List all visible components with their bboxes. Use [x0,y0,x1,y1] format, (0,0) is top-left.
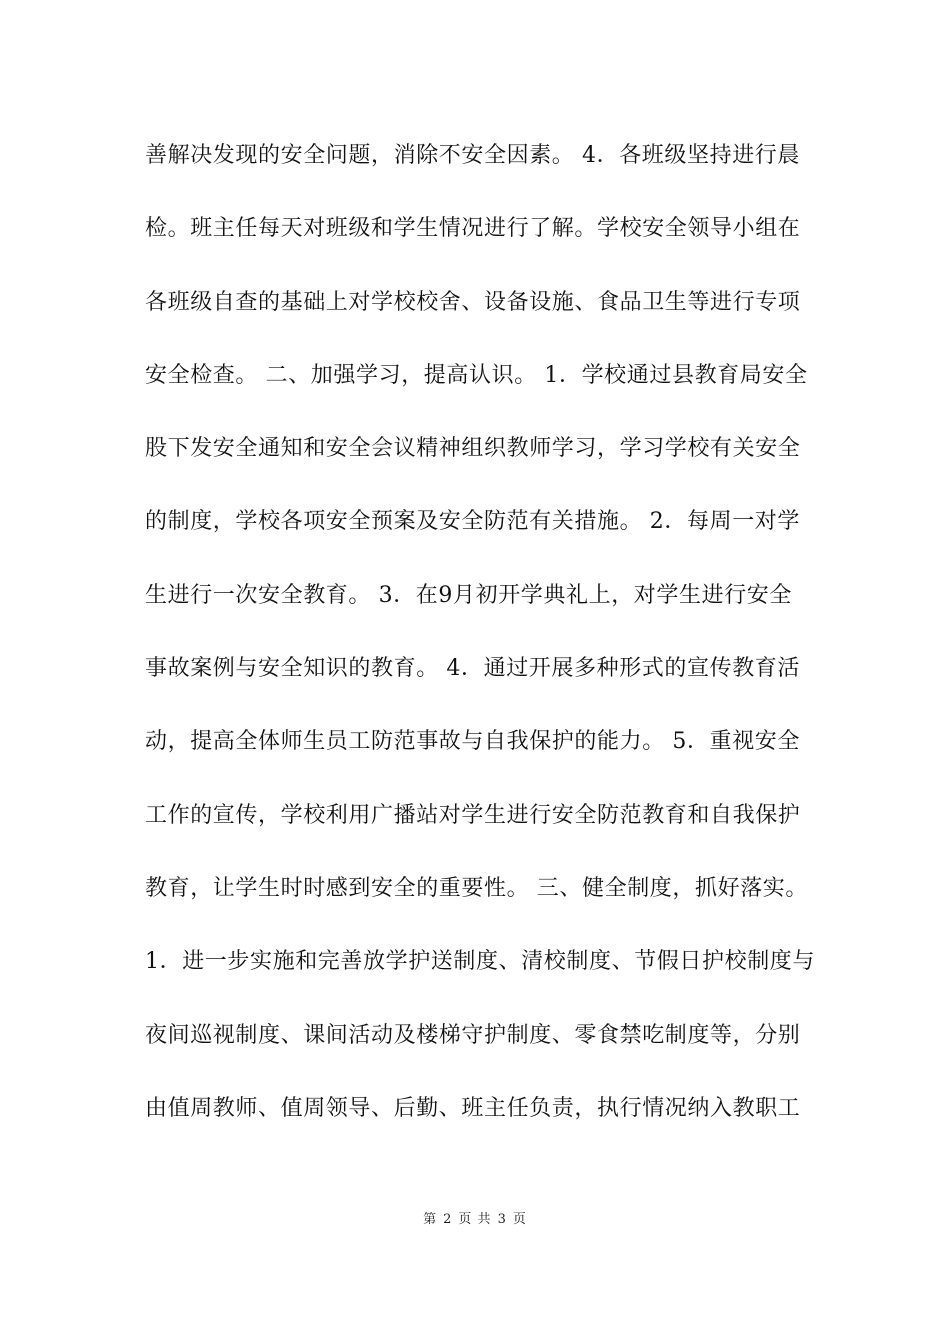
body-text [145,130,815,1156]
text-line-3: 各班级自查的基础上对学校校舍、设备设施、食品卫生等进行专项 [145,289,801,315]
footer-current-page: 2 [443,1212,453,1227]
text-line-1: 善解决发现的安全问题，消除不安全因素。 4．各班级坚持进行晨 [145,143,800,168]
page-footer [0,1208,950,1227]
text-line-7: 生进行一次安全教育。 3．在9月初开学典礼上，对学生进行安全 [145,582,792,608]
footer-suffix: 页 [512,1212,527,1227]
text-line-9: 动，提高全体师生员工防范事故与自我保护的能力。 5．重视安全 [145,729,800,755]
footer-middle: 页 共 [458,1212,492,1227]
text-line-8: 事故案例与安全知识的教育。 4．通过开展多种形式的宣传教育活 [145,656,800,682]
footer-prefix: 第 [423,1212,438,1227]
text-line-13: 夜间巡视制度、课间活动及楼梯守护制度、零食禁吃制度等，分别 [145,1022,801,1048]
text-line-2: 检。班主任每天对班级和学生情况进行了解。学校安全领导小组在 [145,216,801,242]
text-line-14: 由值周教师、值周领导、后勤、班主任负责，执行情况纳入教职工 [145,1095,801,1121]
text-line-6: 的制度，学校各项安全预案及安全防范有关措施。 2．每周一对学 [145,509,800,535]
footer-total-pages: 3 [497,1212,507,1227]
text-line-12: 1．进一步实施和完善放学护送制度、清校制度、节假日护校制度与 [145,949,815,975]
text-line-4: 安全检查。 二、加强学习，提高认识。 1．学校通过县教育局安全 [145,362,808,388]
text-line-10: 工作的宣传，学校利用广播站对学生进行安全防范教育和自我保护 [145,802,801,828]
text-line-11: 教育，让学生时时感到安全的重要性。 三、健全制度，抓好落实。 [145,875,808,901]
text-line-5: 股下发安全通知和安全会议精神组织教师学习，学习学校有关安全 [145,436,801,462]
